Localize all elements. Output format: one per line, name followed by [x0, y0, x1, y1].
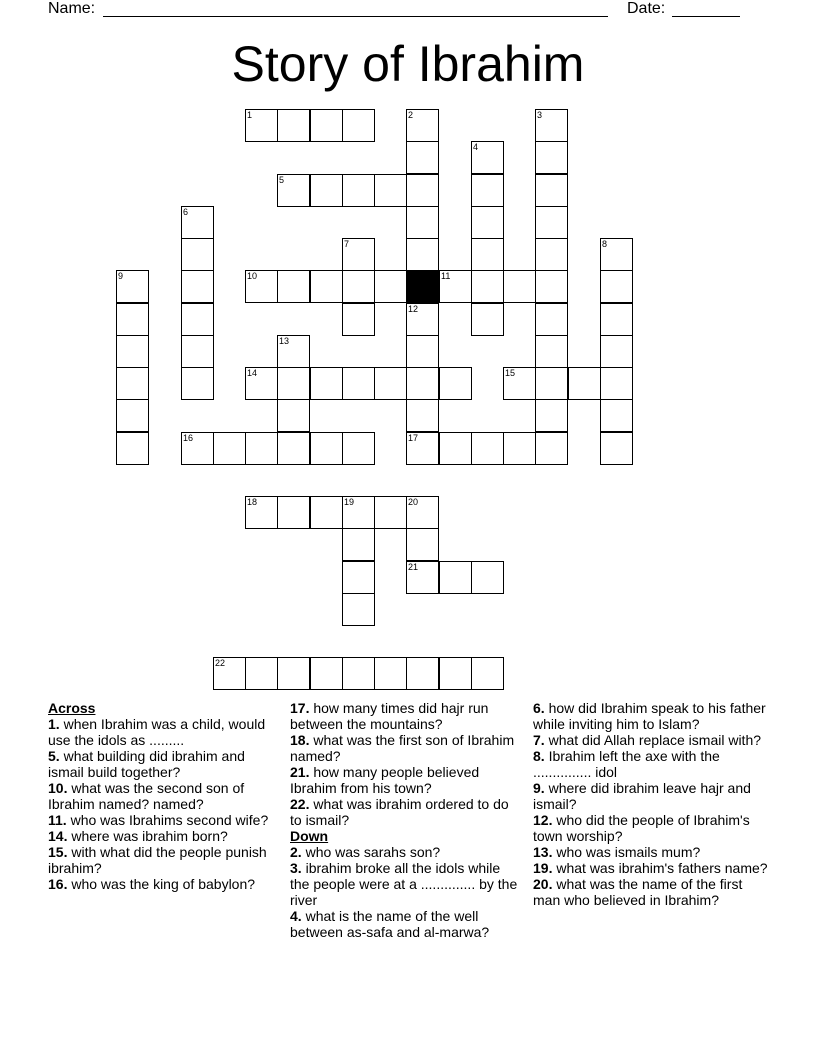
- grid-cell[interactable]: [439, 657, 472, 690]
- clue-number: 22: [215, 658, 226, 668]
- clue-num: 4.: [290, 908, 302, 924]
- clue-num: 21.: [290, 764, 310, 780]
- clue-num: 5.: [48, 748, 60, 764]
- grid-cell[interactable]: [277, 174, 310, 207]
- clue-number: 13: [279, 336, 290, 346]
- grid-cell[interactable]: [374, 174, 407, 207]
- clue-item: [533, 860, 773, 876]
- grid-cell[interactable]: [406, 206, 439, 239]
- down-clue-list: [290, 844, 518, 940]
- clue-item: [533, 700, 773, 732]
- clue-text: how did Ibrahim speak to his father while inviting him to Islam?: [533, 700, 766, 732]
- clue-num: 11.: [48, 812, 67, 828]
- clue-item: [48, 812, 273, 828]
- clue-item: [290, 796, 518, 828]
- clue-text: what was the first son of Ibrahim named?: [290, 732, 515, 764]
- grid-cell[interactable]: [213, 657, 246, 690]
- grid-cell[interactable]: [181, 303, 214, 336]
- grid-cell[interactable]: [277, 270, 310, 303]
- grid-cell[interactable]: [342, 593, 375, 626]
- clue-num: 15.: [48, 844, 68, 860]
- grid-cell[interactable]: [245, 270, 278, 303]
- grid-cell[interactable]: [277, 432, 310, 465]
- grid-cell[interactable]: [310, 657, 343, 690]
- grid-cell[interactable]: [439, 432, 472, 465]
- grid-cell[interactable]: [535, 303, 568, 336]
- clue-item: [48, 876, 273, 892]
- grid-cell[interactable]: [471, 303, 504, 336]
- clue-text: where did ibrahim leave hajr and ismail?: [533, 780, 751, 812]
- grid-cell[interactable]: [181, 270, 214, 303]
- clue-text: what was the second son of Ibrahim named? named?: [48, 780, 245, 812]
- clue-number: 16: [183, 433, 194, 443]
- grid-cell[interactable]: [535, 367, 568, 400]
- grid-cell[interactable]: [535, 109, 568, 142]
- clue-text: who was sarahs son?: [305, 844, 441, 860]
- clue-number: 10: [247, 271, 258, 281]
- clue-num: 6.: [533, 700, 545, 716]
- clue-num: 13.: [533, 844, 553, 860]
- grid-cell[interactable]: [342, 496, 375, 529]
- clue-num: 14.: [48, 828, 68, 844]
- grid-cell[interactable]: [406, 174, 439, 207]
- grid-cell[interactable]: [116, 270, 149, 303]
- clue-item: [533, 732, 773, 748]
- grid-cell[interactable]: [342, 270, 375, 303]
- clue-item: [533, 844, 773, 860]
- grid-cell[interactable]: [374, 496, 407, 529]
- grid-cell[interactable]: [568, 367, 601, 400]
- clue-text: when Ibrahim was a child, would use the idols as .........: [48, 716, 266, 748]
- grid-cell[interactable]: [406, 238, 439, 271]
- clue-text: with what did the people punish ibrahim?: [48, 844, 267, 876]
- grid-cell[interactable]: [116, 335, 149, 368]
- clue-text: where was ibrahim born?: [71, 828, 228, 844]
- grid-cell[interactable]: [342, 657, 375, 690]
- clue-text: ibrahim broke all the idols while the people were at a .............. by the river: [290, 860, 518, 908]
- clue-item: [48, 748, 273, 780]
- grid-cell[interactable]: [535, 238, 568, 271]
- grid-cell[interactable]: [535, 270, 568, 303]
- clue-text: how many times did hajr run between the mountains?: [290, 700, 489, 732]
- clue-number: 7: [344, 239, 350, 249]
- grid-cell[interactable]: [245, 109, 278, 142]
- grid-cell[interactable]: [342, 432, 375, 465]
- grid-cell[interactable]: [406, 141, 439, 174]
- grid-cell[interactable]: [503, 367, 536, 400]
- across-clue-list-continued: [290, 700, 518, 828]
- grid-cell[interactable]: [406, 399, 439, 432]
- grid-cell[interactable]: [374, 367, 407, 400]
- grid-cell[interactable]: [277, 109, 310, 142]
- clue-text: who was Ibrahims second wife?: [70, 812, 269, 828]
- grid-cell[interactable]: [277, 496, 310, 529]
- grid-cell[interactable]: [600, 238, 633, 271]
- clue-number: 12: [408, 304, 419, 314]
- grid-cell[interactable]: [471, 657, 504, 690]
- grid-cell[interactable]: [600, 399, 633, 432]
- clue-text: what was ibrahim ordered to do to ismail?: [290, 796, 509, 828]
- grid-cell[interactable]: [310, 496, 343, 529]
- clue-num: 8.: [533, 748, 545, 764]
- grid-cell[interactable]: [116, 432, 149, 465]
- grid-cell[interactable]: [116, 399, 149, 432]
- grid-cell[interactable]: [310, 432, 343, 465]
- clue-num: 3.: [290, 860, 302, 876]
- clue-item: [290, 860, 518, 908]
- grid-cell[interactable]: [342, 528, 375, 561]
- grid-cell[interactable]: [406, 432, 439, 465]
- grid-cell[interactable]: [277, 657, 310, 690]
- across-clue-list: [48, 716, 273, 892]
- clue-text: how many people believed Ibrahim from his town?: [290, 764, 480, 796]
- clue-num: 9.: [533, 780, 545, 796]
- grid-cell[interactable]: [245, 657, 278, 690]
- grid-cell[interactable]: [181, 335, 214, 368]
- clue-num: 18.: [290, 732, 310, 748]
- grid-cell[interactable]: [245, 367, 278, 400]
- grid-cell[interactable]: [116, 303, 149, 336]
- grid-cell[interactable]: [503, 432, 536, 465]
- clue-number: 19: [344, 497, 355, 507]
- grid-cell[interactable]: [277, 335, 310, 368]
- clue-text: who was ismails mum?: [556, 844, 701, 860]
- grid-cell[interactable]: [374, 657, 407, 690]
- clue-text: what was the name of the first man who believed in Ibrahim?: [533, 876, 743, 908]
- clue-number: 11: [441, 271, 451, 281]
- clue-number: 21: [408, 562, 419, 572]
- grid-cell[interactable]: [310, 174, 343, 207]
- clue-num: 10.: [48, 780, 68, 796]
- clue-item: [290, 732, 518, 764]
- grid-cell[interactable]: [277, 367, 310, 400]
- clue-item: [290, 700, 518, 732]
- grid-cell[interactable]: [245, 432, 278, 465]
- grid-cell[interactable]: [600, 367, 633, 400]
- clue-text: who was the king of babylon?: [71, 876, 256, 892]
- grid-cell[interactable]: [406, 496, 439, 529]
- grid-cell[interactable]: [471, 432, 504, 465]
- grid-cell[interactable]: [471, 141, 504, 174]
- clue-num: 22.: [290, 796, 310, 812]
- clue-num: 12.: [533, 812, 553, 828]
- grid-cell[interactable]: [439, 270, 472, 303]
- grid-cell[interactable]: [535, 174, 568, 207]
- clue-item: [533, 812, 773, 844]
- grid-cell[interactable]: [535, 432, 568, 465]
- grid-cell[interactable]: [406, 335, 439, 368]
- grid-cell[interactable]: [471, 174, 504, 207]
- black-cell: [406, 270, 439, 303]
- grid-cell[interactable]: [181, 238, 214, 271]
- grid-cell[interactable]: [342, 109, 375, 142]
- clue-number: 4: [473, 142, 479, 152]
- grid-cell[interactable]: [342, 238, 375, 271]
- clues-column-3: [533, 700, 773, 908]
- clue-item: [533, 748, 773, 780]
- grid-cell[interactable]: [406, 561, 439, 594]
- grid-cell[interactable]: [406, 528, 439, 561]
- clue-text: what building did ibrahim and ismail build together?: [48, 748, 245, 780]
- clue-num: 17.: [290, 700, 310, 716]
- grid-cell[interactable]: [213, 432, 246, 465]
- grid-cell[interactable]: [439, 561, 472, 594]
- grid-cell[interactable]: [310, 367, 343, 400]
- clue-text: who did the people of Ibrahim's town worship?: [533, 812, 750, 844]
- grid-cell[interactable]: [342, 561, 375, 594]
- clue-item: [290, 908, 518, 940]
- grid-cell[interactable]: [342, 303, 375, 336]
- grid-cell[interactable]: [600, 335, 633, 368]
- clue-number: 1: [247, 110, 253, 120]
- grid-cell[interactable]: [406, 303, 439, 336]
- clue-number: 18: [247, 497, 258, 507]
- down-heading: Down: [290, 828, 329, 844]
- grid-cell[interactable]: [535, 399, 568, 432]
- grid-cell[interactable]: [310, 109, 343, 142]
- clues-column-2: [290, 700, 518, 940]
- grid-cell[interactable]: [471, 206, 504, 239]
- clue-item: [48, 716, 273, 748]
- clue-item: [48, 844, 273, 876]
- grid-cell[interactable]: [406, 109, 439, 142]
- clue-item: [290, 844, 518, 860]
- grid-cell[interactable]: [406, 367, 439, 400]
- grid-cell[interactable]: [535, 335, 568, 368]
- clues-column-1: [48, 700, 273, 892]
- clue-item: [533, 876, 773, 908]
- grid-cell[interactable]: [245, 496, 278, 529]
- across-heading: Across: [48, 700, 96, 716]
- clue-num: 16.: [48, 876, 68, 892]
- grid-cell[interactable]: [181, 432, 214, 465]
- grid-cell[interactable]: [342, 174, 375, 207]
- clue-num: 7.: [533, 732, 545, 748]
- grid-cell[interactable]: [471, 238, 504, 271]
- clue-number: 3: [537, 110, 543, 120]
- down-clue-list-continued: [533, 700, 773, 908]
- grid-cell[interactable]: [600, 303, 633, 336]
- clue-num: 19.: [533, 860, 553, 876]
- grid-cell[interactable]: [181, 206, 214, 239]
- grid-cell[interactable]: [310, 270, 343, 303]
- grid-cell[interactable]: [535, 206, 568, 239]
- grid-cell[interactable]: [600, 432, 633, 465]
- clue-number: 6: [183, 207, 189, 217]
- clue-number: 9: [118, 271, 124, 281]
- grid-cell[interactable]: [342, 367, 375, 400]
- clue-number: 14: [247, 368, 258, 378]
- name-label: Name:: [48, 0, 96, 17]
- clue-text: what did Allah replace ismail with?: [548, 732, 762, 748]
- page-title: Story of Ibrahim: [231, 36, 585, 92]
- grid-cell[interactable]: [503, 270, 536, 303]
- clue-number: 5: [279, 175, 285, 185]
- clue-number: 15: [505, 368, 516, 378]
- grid-cell[interactable]: [277, 399, 310, 432]
- grid-cell[interactable]: [471, 270, 504, 303]
- clue-text: what is the name of the well between as-safa and al-marwa?: [290, 908, 490, 940]
- clue-item: [48, 780, 273, 812]
- clue-num: 2.: [290, 844, 302, 860]
- clue-text: Ibrahim left the axe with the ............... idol: [533, 748, 720, 780]
- grid-cell[interactable]: [471, 561, 504, 594]
- clue-number: 20: [408, 497, 419, 507]
- grid-cell[interactable]: [116, 367, 149, 400]
- clue-number: 17: [408, 433, 419, 443]
- date-label: Date:: [627, 0, 666, 17]
- clue-item: [533, 780, 773, 812]
- grid-cell[interactable]: [535, 141, 568, 174]
- grid-cell[interactable]: [406, 657, 439, 690]
- clue-number: 8: [602, 239, 608, 249]
- grid-cell[interactable]: [181, 367, 214, 400]
- clue-number: 2: [408, 110, 414, 120]
- grid-cell[interactable]: [439, 367, 472, 400]
- clue-item: [290, 764, 518, 796]
- clue-text: what was ibrahim's fathers name?: [556, 860, 768, 876]
- grid-cell[interactable]: [374, 270, 407, 303]
- grid-cell[interactable]: [600, 270, 633, 303]
- clue-item: [48, 828, 273, 844]
- clue-num: 1.: [48, 716, 60, 732]
- clue-num: 20.: [533, 876, 553, 892]
